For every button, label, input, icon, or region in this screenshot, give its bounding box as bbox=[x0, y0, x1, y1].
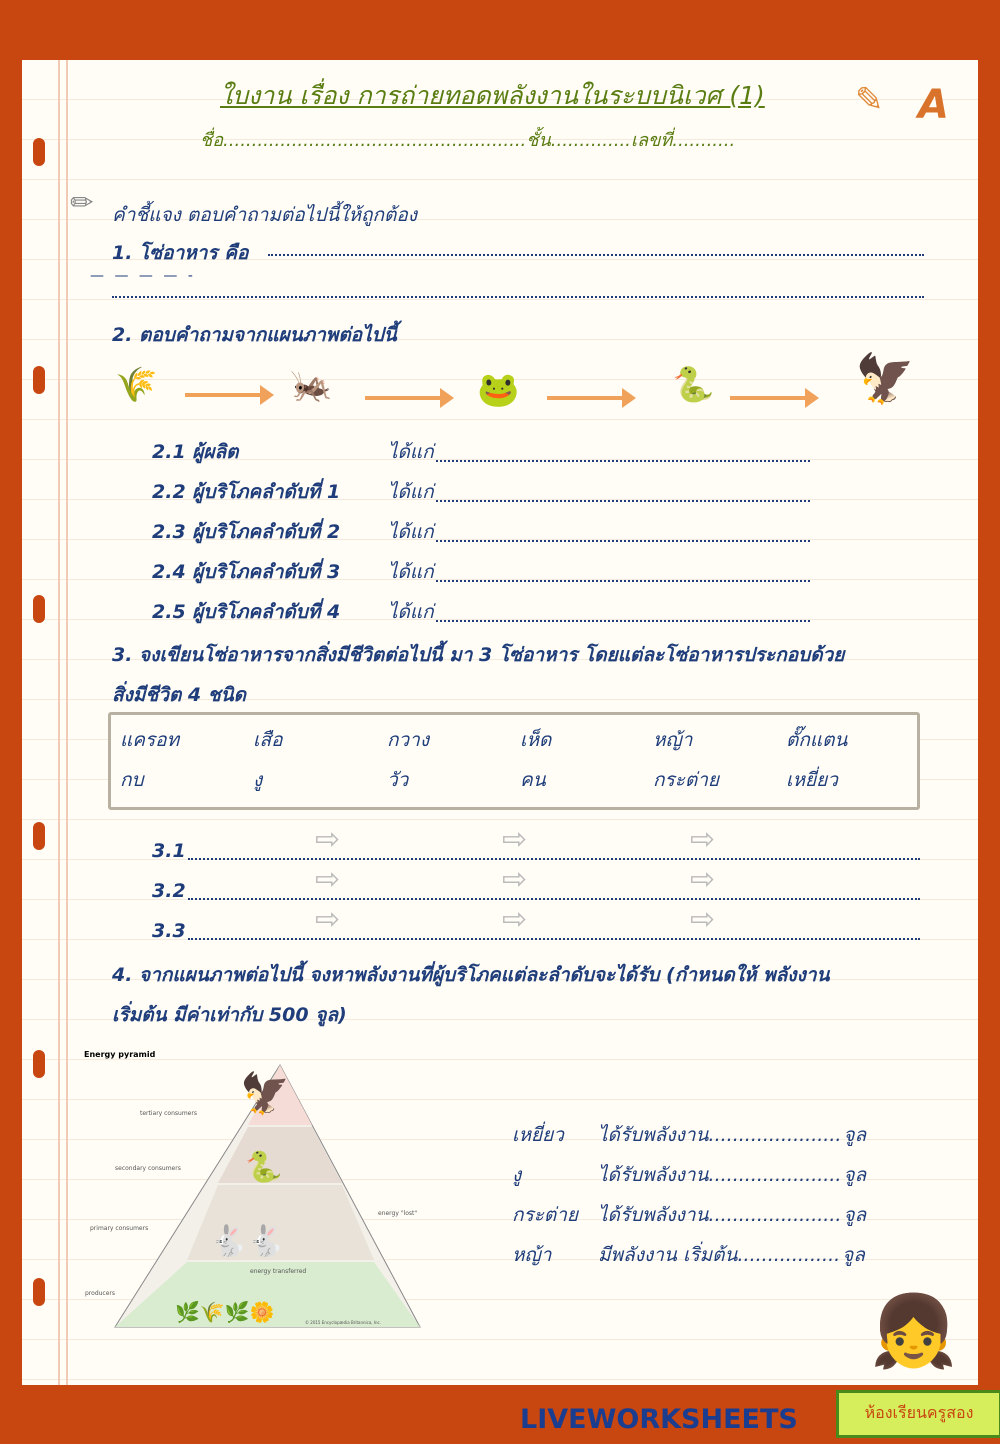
liveworksheets-logo: LIVEWORKSHEETS bbox=[520, 1404, 798, 1435]
energy-answer-text[interactable]: ได้รับพลังงาน...................... bbox=[598, 1204, 842, 1226]
arrow-icon: ⇨ bbox=[315, 902, 341, 937]
question-2-answer-line[interactable] bbox=[436, 620, 810, 622]
question-2-item-answer-label: ได้แก่ bbox=[388, 441, 434, 463]
question-2-item-answer-label: ได้แก่ bbox=[388, 601, 434, 623]
grade-a-icon: A bbox=[918, 82, 949, 128]
question-2-item-label: 2.1 ผู้ผลิต bbox=[152, 441, 239, 463]
question-2-item-label: 2.2 ผู้บริโภคลำดับที่ 1 bbox=[152, 481, 341, 503]
energy-answer-text[interactable]: ได้รับพลังงาน...................... bbox=[598, 1124, 842, 1146]
energy-organism: หญ้า bbox=[512, 1244, 552, 1266]
question-2-item-answer-label: ได้แก่ bbox=[388, 481, 434, 503]
instruction: คำชี้แจง ตอบคำถามต่อไปนี้ให้ถูกต้อง bbox=[112, 204, 418, 226]
worksheet-title: ใบงาน เรื่อง การถ่ายทอดพลังงานในระบบนิเวศ (1) bbox=[220, 81, 765, 110]
eagle-icon: 🦅 bbox=[855, 351, 915, 407]
pyramid-label: secondary consumers bbox=[115, 1165, 181, 1172]
question-2-answer-line[interactable] bbox=[436, 580, 810, 582]
question-3-item-label: 3.2 bbox=[152, 880, 186, 902]
binder-hole bbox=[33, 1278, 45, 1306]
question-2-item-label: 2.3 ผู้บริโภคลำดับที่ 2 bbox=[152, 521, 341, 543]
binder-hole bbox=[33, 1050, 45, 1078]
arrow-icon bbox=[730, 396, 815, 400]
grass-icon: 🌿🌾🌿🌼 bbox=[175, 1300, 275, 1324]
arrow-icon bbox=[547, 396, 632, 400]
question-2-item-label: 2.5 ผู้บริโภคลำดับที่ 4 bbox=[152, 601, 341, 623]
question-2-item-label: 2.4 ผู้บริโภคลำดับที่ 3 bbox=[152, 561, 341, 583]
energy-organism: เหยี่ยว bbox=[512, 1124, 564, 1146]
organism-name: หญ้า bbox=[653, 729, 693, 751]
arrow-icon bbox=[365, 396, 450, 400]
name-line: ชื่อ.....................................................ชั้น..............เลขที่........... bbox=[200, 130, 736, 151]
binder-hole bbox=[33, 595, 45, 623]
energy-unit: จูล bbox=[843, 1204, 867, 1226]
grasshopper-icon: 🦗 bbox=[290, 365, 333, 405]
question-2-item bbox=[152, 517, 812, 547]
snake-icon: 🐍 bbox=[672, 365, 715, 405]
arrow-icon: ⇨ bbox=[502, 902, 528, 937]
arrow-icon: ⇨ bbox=[690, 822, 716, 857]
question-4-line-2: เริ่มต้น มีค่าเท่ากับ 500 จูล) bbox=[112, 1004, 347, 1026]
arrow-icon: ⇨ bbox=[315, 862, 341, 897]
energy-answer-text[interactable]: มีพลังงาน เริ่มต้น................. bbox=[598, 1244, 841, 1266]
organism-name: วัว bbox=[387, 769, 409, 791]
energy-row bbox=[512, 1120, 866, 1150]
organism-name: เหยี่ยว bbox=[786, 769, 838, 791]
organism-name: คน bbox=[520, 769, 546, 791]
answer-1-line-2[interactable] bbox=[112, 296, 924, 298]
question-2-answer-line[interactable] bbox=[436, 540, 810, 542]
organism-name: แครอท bbox=[120, 729, 180, 751]
question-2-item bbox=[152, 557, 812, 587]
pyramid-credit: © 2015 Encyclopædia Britannica, Inc. bbox=[305, 1320, 382, 1325]
question-2-item bbox=[152, 437, 812, 467]
dash-line: — — — — - bbox=[90, 268, 196, 284]
energy-unit: จูล bbox=[843, 1164, 867, 1186]
pyramid-label: producers bbox=[85, 1290, 116, 1297]
question-2-item bbox=[152, 477, 812, 507]
eagle-icon: 🦅 bbox=[240, 1071, 290, 1117]
organism-name: กบ bbox=[120, 769, 144, 791]
organism-name: เห็ด bbox=[520, 729, 552, 751]
eraser-pencil-icon: ✎ bbox=[855, 80, 884, 120]
snake-icon: 🐍 bbox=[245, 1150, 283, 1185]
pyramid-label: energy "lost" bbox=[378, 1210, 418, 1217]
pencil-icon: ✏ bbox=[70, 186, 94, 219]
energy-unit: จูล bbox=[843, 1124, 867, 1146]
teacher-cartoon: 👧 bbox=[870, 1290, 958, 1372]
question-2-answer-line[interactable] bbox=[436, 460, 810, 462]
question-3-answer-line[interactable] bbox=[188, 858, 920, 860]
pyramid-label: tertiary consumers bbox=[140, 1110, 197, 1117]
energy-row bbox=[512, 1200, 866, 1230]
frog-icon: 🐸 bbox=[477, 370, 520, 410]
question-2: 2. ตอบคำถามจากแผนภาพต่อไปนี้ bbox=[112, 324, 397, 346]
question-3-answer-line[interactable] bbox=[188, 938, 920, 940]
classroom-button[interactable]: ห้องเรียนครูสอง bbox=[836, 1390, 1000, 1438]
arrow-icon: ⇨ bbox=[502, 822, 528, 857]
arrow-icon: ⇨ bbox=[690, 862, 716, 897]
pyramid-title: Energy pyramid bbox=[84, 1050, 156, 1059]
energy-pyramid-image bbox=[80, 1045, 425, 1335]
arrow-icon: ⇨ bbox=[502, 862, 528, 897]
question-3-item-label: 3.3 bbox=[152, 920, 186, 942]
pyramid-label: energy transferred bbox=[250, 1268, 307, 1275]
question-3-answer-line[interactable] bbox=[188, 898, 920, 900]
pyramid-label: primary consumers bbox=[90, 1225, 149, 1232]
arrow-icon: ⇨ bbox=[315, 822, 341, 857]
organism-name: เสือ bbox=[253, 729, 283, 751]
organism-name: กวาง bbox=[387, 729, 430, 751]
arrow-icon: ⇨ bbox=[690, 902, 716, 937]
answer-1-line[interactable] bbox=[268, 254, 924, 256]
organism-name: กระต่าย bbox=[653, 769, 720, 791]
question-1: 1. โซ่อาหาร คือ bbox=[112, 242, 249, 264]
question-2-item-answer-label: ได้แก่ bbox=[388, 561, 434, 583]
organism-name: งู bbox=[253, 769, 263, 791]
question-3-line-2: สิ่งมีชีวิต 4 ชนิด bbox=[112, 684, 246, 706]
energy-answer-text[interactable]: ได้รับพลังงาน...................... bbox=[598, 1164, 842, 1186]
energy-organism: งู bbox=[512, 1164, 522, 1186]
organism-name: ตั๊กแตน bbox=[786, 729, 848, 751]
grass-icon: 🌾 bbox=[115, 365, 158, 405]
energy-row bbox=[512, 1240, 865, 1270]
energy-unit: จูล bbox=[842, 1244, 865, 1266]
energy-organism: กระต่าย bbox=[512, 1204, 579, 1226]
question-2-item bbox=[152, 597, 812, 627]
question-2-answer-line[interactable] bbox=[436, 500, 810, 502]
question-3-item-label: 3.1 bbox=[152, 840, 186, 862]
rabbit-icon: 🐇🐇 bbox=[210, 1224, 285, 1259]
arrow-icon bbox=[185, 393, 270, 397]
margin-line bbox=[58, 60, 68, 1385]
question-2-item-answer-label: ได้แก่ bbox=[388, 521, 434, 543]
binder-hole bbox=[33, 138, 45, 166]
binder-hole bbox=[33, 366, 45, 394]
question-3-line-1: 3. จงเขียนโซ่อาหารจากสิ่งมีชีวิตต่อไปนี้ มา 3 โซ่อาหาร โดยแต่ละโซ่อาหารประกอบด้วย bbox=[112, 644, 845, 666]
binder-hole bbox=[33, 822, 45, 850]
energy-row bbox=[512, 1160, 866, 1190]
question-4-line-1: 4. จากแผนภาพต่อไปนี้ จงหาพลังงานที่ผู้บริโภคแต่ละลำดับจะได้รับ (กำหนดให้ พลังงาน bbox=[112, 964, 830, 986]
